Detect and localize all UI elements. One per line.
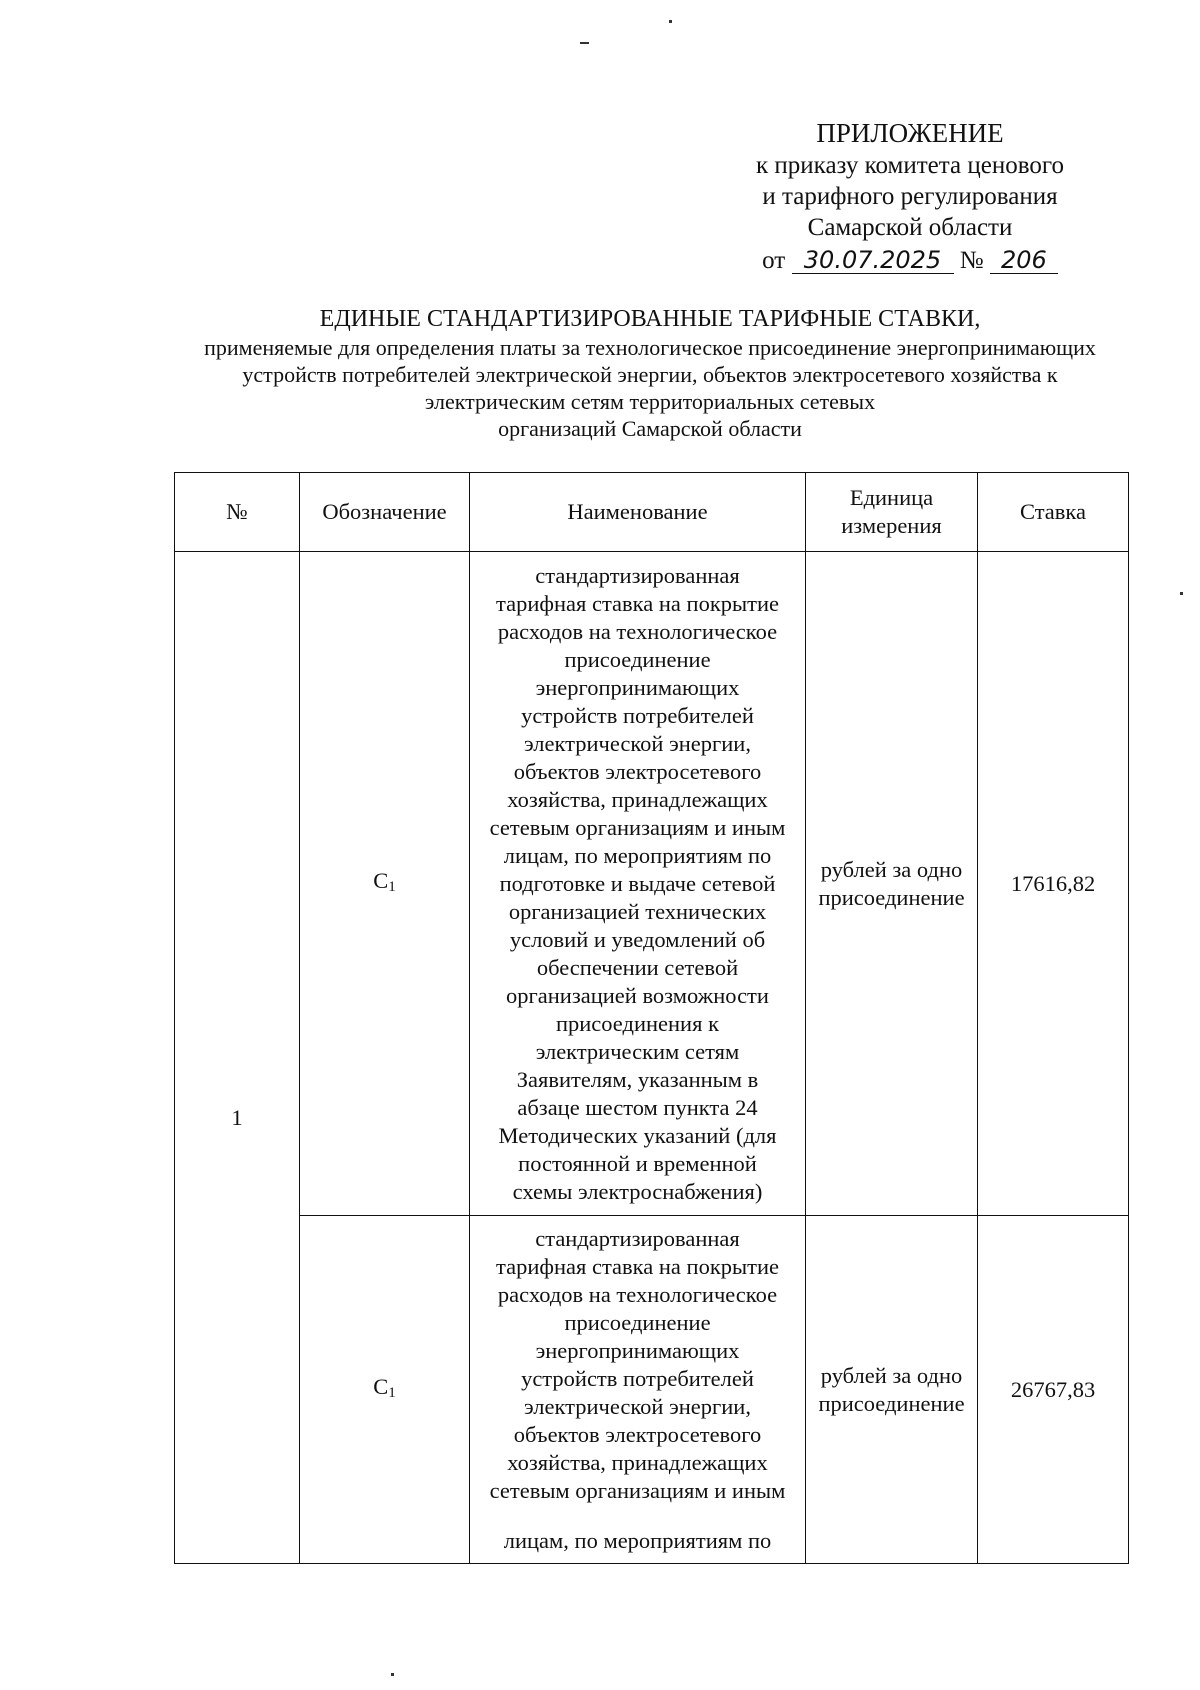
unit-text: рублей за одно присоединение xyxy=(818,1362,965,1416)
document-heading xyxy=(170,306,1130,442)
tariff-table xyxy=(174,472,1129,1564)
scan-speck xyxy=(580,42,589,44)
rate-name-tail: лицам, по мероприятиям по xyxy=(503,1527,772,1553)
header-name: Наименование xyxy=(470,473,806,552)
designation-subscript: 1 xyxy=(388,878,396,895)
appendix-line: Самарской области xyxy=(807,214,1013,241)
order-number: 206 xyxy=(990,247,1058,274)
heading-line: электрическим сетям территориальных сетевых xyxy=(424,389,876,414)
heading-line: организаций Самарской области xyxy=(498,416,802,441)
designation-cell xyxy=(300,1216,470,1564)
order-reference xyxy=(690,245,1130,276)
date-prefix: от xyxy=(762,247,786,274)
scan-speck xyxy=(391,1673,394,1676)
header-unit: Единица измерения xyxy=(806,473,978,552)
designation-cell xyxy=(300,552,470,1216)
appendix-line: и тарифного регулирования xyxy=(762,183,1058,210)
designation-base: С xyxy=(373,1373,389,1399)
header-rate: Ставка xyxy=(978,473,1129,552)
rate-cell xyxy=(978,1216,1129,1564)
appendix-block xyxy=(690,118,1130,276)
heading-line: применяемые для определения платы за технологическое присоединение энергопринимающих xyxy=(204,335,1096,360)
order-date: 30.07.2025 xyxy=(792,247,954,274)
appendix-title: ПРИЛОЖЕНИЕ xyxy=(816,118,1004,148)
group-number-cell xyxy=(175,552,300,1564)
name-cell xyxy=(470,1216,806,1564)
header-number: № xyxy=(175,473,300,552)
rate-name: стандартизированная тарифная ставка на покрытие расходов на технологическое присоединение энергопринимающих устройств потребителей электрической энергии, объектов электросетевого хозяйства, принадлежащих сетевым организациям и иным xyxy=(489,1225,786,1503)
designation-subscript: 1 xyxy=(388,1384,396,1401)
appendix-line: к приказу комитета ценового xyxy=(756,152,1064,179)
rate-value: 26767,83 xyxy=(1010,1376,1096,1402)
heading-title: ЕДИНЫЕ СТАНДАРТИЗИРОВАННЫЕ ТАРИФНЫЕ СТАВКИ, xyxy=(319,306,981,332)
header-designation: Обозначение xyxy=(300,473,470,552)
table-row xyxy=(175,1216,1129,1564)
scan-speck xyxy=(1180,592,1183,595)
rate-value: 17616,82 xyxy=(1010,870,1096,896)
designation-base: С xyxy=(373,867,389,893)
group-number: 1 xyxy=(231,1104,243,1130)
heading-line: устройств потребителей электрической энергии, объектов электросетевого хозяйства к xyxy=(242,362,1058,387)
number-prefix: № xyxy=(959,247,984,274)
scan-speck xyxy=(669,20,672,23)
rate-cell xyxy=(978,552,1129,1216)
name-cell xyxy=(470,552,806,1216)
table-header-row xyxy=(175,473,1129,552)
unit-cell xyxy=(806,552,978,1216)
unit-text: рублей за одно присоединение xyxy=(818,856,965,910)
rate-name: стандартизированная тарифная ставка на покрытие расходов на технологическое присоединение энергопринимающих устройств потребителей электрической энергии, объектов электросетевого хозяйства, принадлежащих сетевым организациям и иным лицам, по мероприятиям по подготовке и выдаче сетевой организацией технических условий и уведомлений об обеспечении сетевой организацией возможности присоединения к электрическим сетям Заявителям, указанным в абзаце шестом пункта 24 Методических указаний (для постоянной и временной схемы электроснабжения) xyxy=(489,562,786,1204)
unit-cell xyxy=(806,1216,978,1564)
table-row xyxy=(175,552,1129,1216)
